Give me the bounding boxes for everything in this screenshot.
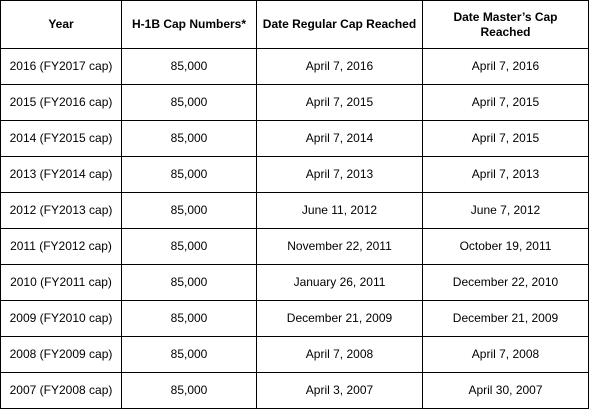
cell-masters-cap-date: December 22, 2010: [423, 265, 589, 301]
cell-cap-numbers: 85,000: [122, 301, 257, 337]
cell-year: 2011 (FY2012 cap): [1, 229, 122, 265]
table-header: [1, 1, 589, 49]
cell-regular-cap-date: April 3, 2007: [257, 373, 423, 409]
cell-regular-cap-date: November 22, 2011: [257, 229, 423, 265]
table-body: [1, 49, 589, 409]
cell-year: 2007 (FY2008 cap): [1, 373, 122, 409]
cell-cap-numbers: 85,000: [122, 229, 257, 265]
table-row: [1, 229, 589, 265]
cell-masters-cap-date: December 21, 2009: [423, 301, 589, 337]
cell-regular-cap-date: April 7, 2016: [257, 49, 423, 85]
cell-year: 2013 (FY2014 cap): [1, 157, 122, 193]
cell-year: 2016 (FY2017 cap): [1, 49, 122, 85]
cell-cap-numbers: 85,000: [122, 85, 257, 121]
cell-regular-cap-date: June 11, 2012: [257, 193, 423, 229]
cell-year: 2015 (FY2016 cap): [1, 85, 122, 121]
header-cap-numbers: H-1B Cap Numbers*: [122, 1, 257, 49]
table-row: [1, 49, 589, 85]
cell-year: 2009 (FY2010 cap): [1, 301, 122, 337]
cell-masters-cap-date: October 19, 2011: [423, 229, 589, 265]
cell-masters-cap-date: April 7, 2016: [423, 49, 589, 85]
cell-regular-cap-date: January 26, 2011: [257, 265, 423, 301]
cell-year: 2012 (FY2013 cap): [1, 193, 122, 229]
cell-regular-cap-date: April 7, 2014: [257, 121, 423, 157]
table-row: [1, 193, 589, 229]
cell-cap-numbers: 85,000: [122, 121, 257, 157]
header-masters-cap-date: Date Master’s Cap Reached: [423, 1, 589, 49]
cell-masters-cap-date: April 30, 2007: [423, 373, 589, 409]
header-regular-cap-date: Date Regular Cap Reached: [257, 1, 423, 49]
table-row: [1, 265, 589, 301]
cell-masters-cap-date: April 7, 2015: [423, 121, 589, 157]
cell-cap-numbers: 85,000: [122, 49, 257, 85]
cell-cap-numbers: 85,000: [122, 265, 257, 301]
cell-year: 2008 (FY2009 cap): [1, 337, 122, 373]
header-row: [1, 1, 589, 49]
cell-masters-cap-date: April 7, 2015: [423, 85, 589, 121]
cell-regular-cap-date: April 7, 2013: [257, 157, 423, 193]
cell-cap-numbers: 85,000: [122, 373, 257, 409]
cell-masters-cap-date: June 7, 2012: [423, 193, 589, 229]
table-row: [1, 337, 589, 373]
cell-masters-cap-date: April 7, 2008: [423, 337, 589, 373]
cell-masters-cap-date: April 7, 2013: [423, 157, 589, 193]
cell-regular-cap-date: April 7, 2015: [257, 85, 423, 121]
cell-regular-cap-date: December 21, 2009: [257, 301, 423, 337]
cell-year: 2010 (FY2011 cap): [1, 265, 122, 301]
cell-cap-numbers: 85,000: [122, 157, 257, 193]
cell-cap-numbers: 85,000: [122, 193, 257, 229]
table-row: [1, 157, 589, 193]
cell-regular-cap-date: April 7, 2008: [257, 337, 423, 373]
cell-cap-numbers: 85,000: [122, 337, 257, 373]
cell-year: 2014 (FY2015 cap): [1, 121, 122, 157]
header-year: Year: [1, 1, 122, 49]
table-row: [1, 85, 589, 121]
table-row: [1, 121, 589, 157]
table-row: [1, 301, 589, 337]
table-row: [1, 373, 589, 409]
